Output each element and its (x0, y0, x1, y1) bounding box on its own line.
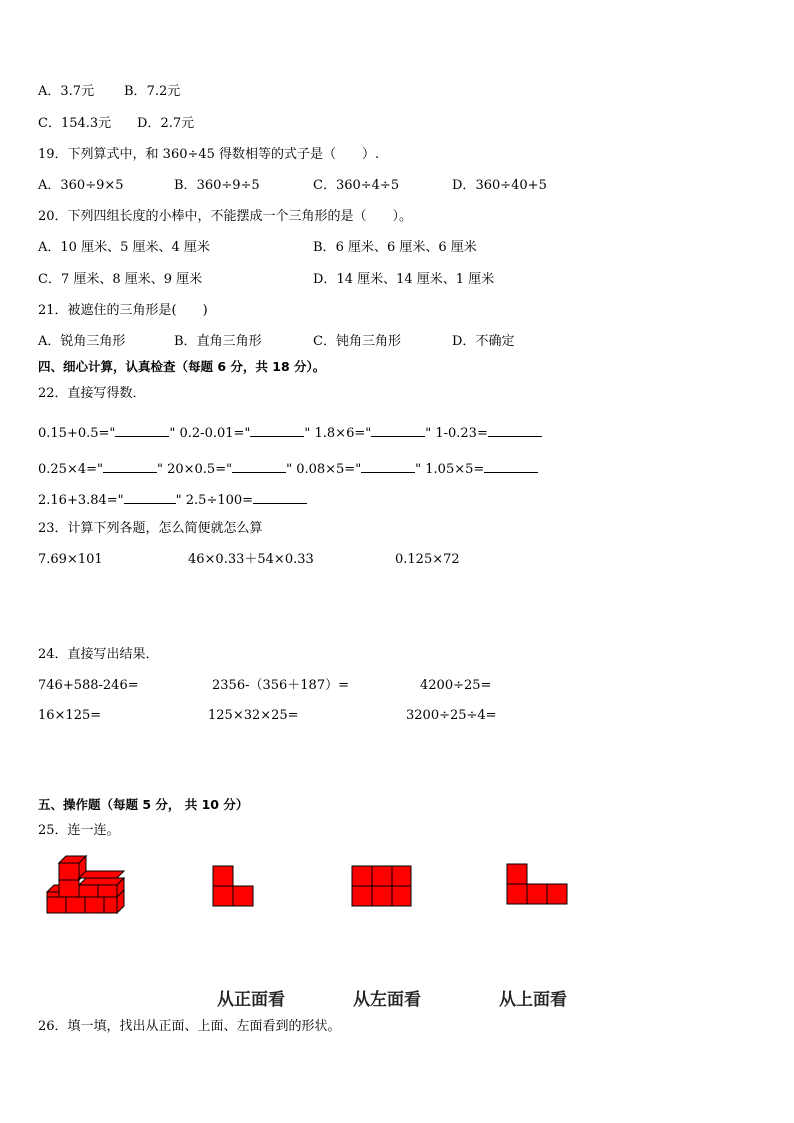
q20-option-b: B．6 厘米、6 厘米、6 厘米 (313, 240, 477, 255)
q25-stem: 25．连一连。 (38, 823, 120, 838)
answer-blank[interactable] (488, 423, 542, 437)
q24-item: 125×32×25= (208, 708, 299, 723)
answer-blank[interactable] (253, 490, 307, 504)
option-a-text: 3.7元 (60, 84, 95, 99)
q24-item: 4200÷25= (420, 678, 492, 693)
q20-stem: 20．下列四组长度的小棒中，不能摆成一个三角形的是（ ）。 (38, 209, 413, 224)
q21-option-c: C．钝角三角形 (313, 334, 401, 349)
q24-item: 746+588-246= (38, 678, 139, 693)
q23-item: 7.69×101 (38, 552, 103, 567)
q20-option-a: A．10 厘米、5 厘米、4 厘米 (38, 240, 210, 255)
option-d-key: D． (137, 116, 161, 131)
q21-option-d: D．不确定 (452, 334, 515, 349)
option-d-text: 2.7元 (160, 116, 195, 131)
q24-item: 2356-（356＋187）= (212, 678, 349, 693)
q18-option-b (124, 84, 180, 100)
option-c-text: 154.3元 (60, 116, 112, 131)
q19-stem: 19．下列算式中，和 360÷45 得数相等的式子是（ ）. (38, 147, 380, 162)
q22-row1: 0.15+0.5=" " 0.2-0.01=" " 1.8×6=" " 1-0.23= (38, 423, 542, 442)
answer-blank[interactable] (115, 423, 169, 437)
q18-option-d (137, 116, 194, 132)
view-label-front: 从正面看 (217, 990, 285, 1010)
answer-blank[interactable] (250, 423, 304, 437)
q23-item: 0.125×72 (395, 552, 460, 567)
q24-item: 16×125= (38, 708, 102, 723)
q23-stem: 23．计算下列各题，怎么简便就怎么算 (38, 521, 263, 536)
q26-stem: 26．填一填，找出从正面、上面、左面看到的形状。 (38, 1019, 341, 1034)
option-b-key: B． (124, 84, 147, 99)
q22-row3: 2.16+3.84=" " 2.5÷100= (38, 490, 307, 509)
q20-option-c: C．7 厘米、8 厘米、9 厘米 (38, 272, 203, 287)
view-shape-grid (352, 866, 412, 906)
q19-option-a: A．360÷9×5 (38, 178, 124, 193)
q18-options-row1 (38, 84, 94, 100)
answer-blank[interactable] (484, 459, 538, 473)
q19-option-d: D．360÷40+5 (452, 178, 547, 193)
cube-structure-figure (44, 854, 126, 916)
answer-blank[interactable] (232, 459, 286, 473)
view-shape-l (213, 866, 255, 908)
answer-blank[interactable] (371, 423, 425, 437)
q19-option-b: B．360÷9÷5 (174, 178, 260, 193)
q21-stem: 21．被遮住的三角形是( ) (38, 303, 208, 318)
q21-option-b: B．直角三角形 (174, 334, 262, 349)
q23-item: 46×0.33＋54×0.33 (188, 552, 314, 567)
answer-blank[interactable] (361, 459, 415, 473)
answer-blank[interactable] (103, 459, 157, 473)
q24-stem: 24．直接写出结果． (38, 647, 159, 662)
q18-option-c (38, 116, 111, 132)
section-5-heading: 五、操作题（每题 5 分， 共 10 分） (38, 797, 249, 812)
option-b-text: 7.2元 (146, 84, 181, 99)
view-label-top: 从上面看 (499, 990, 567, 1010)
q22-stem: 22．直接写得数． (38, 386, 146, 401)
q21-option-a: A．锐角三角形 (38, 334, 126, 349)
view-shape-wide-l (507, 864, 569, 906)
q19-option-c: C．360÷4÷5 (313, 178, 400, 193)
q24-item: 3200÷25÷4= (406, 708, 497, 723)
option-c-key: C． (38, 116, 61, 131)
q20-option-d: D．14 厘米、14 厘米、1 厘米 (313, 272, 495, 287)
answer-blank[interactable] (124, 490, 176, 504)
view-label-left: 从左面看 (353, 990, 421, 1010)
option-a-key: A． (38, 84, 61, 99)
section-4-heading: 四、细心计算，认真检查（每题 6 分，共 18 分）。 (38, 359, 326, 374)
q22-row2: 0.25×4=" " 20×0.5=" " 0.08×5=" " 1.05×5= (38, 459, 538, 478)
